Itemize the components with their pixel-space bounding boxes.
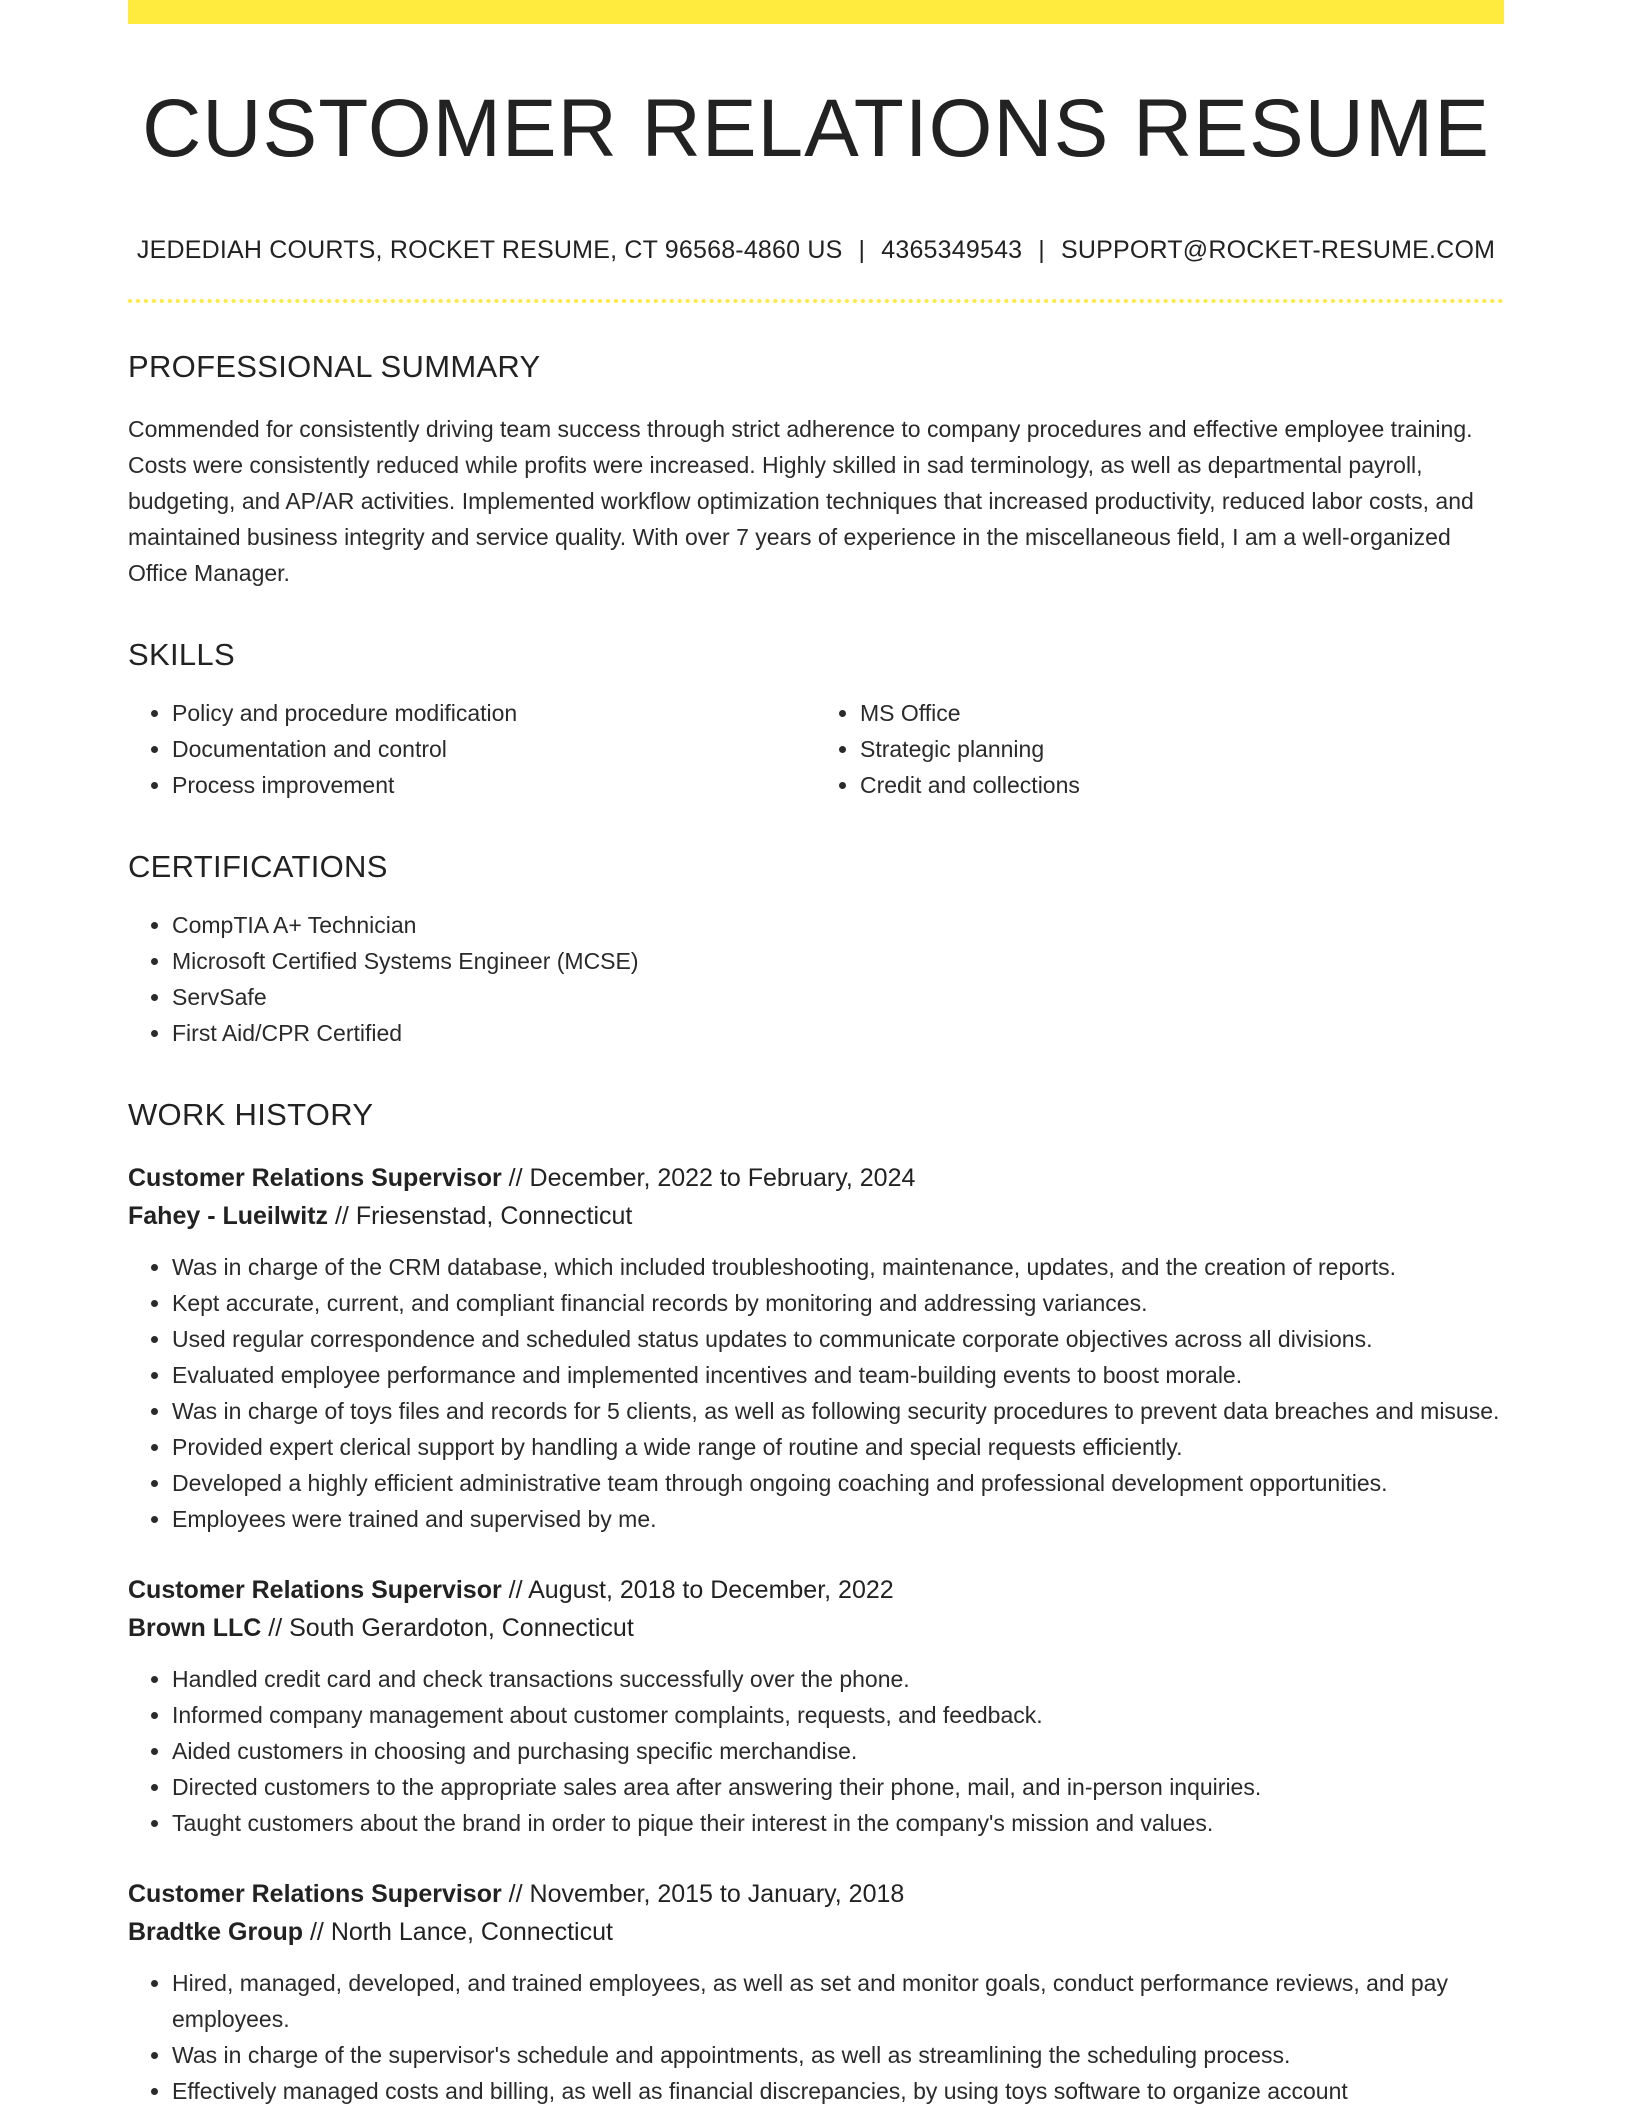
job-bullet: • Kept accurate, current, and compliant financial records by monitoring and addressing variances. [172, 1285, 1504, 1321]
summary-heading: PROFESSIONAL SUMMARY [128, 349, 541, 385]
skill-item: • Credit and collections [860, 767, 1504, 803]
job-bullet: • Evaluated employee performance and implemented incentives and team-building events to boost morale. [172, 1357, 1504, 1393]
skill-item: • MS Office [860, 695, 1504, 731]
job-company: Bradtke Group [128, 1918, 304, 1947]
job-entry [128, 1875, 1504, 2109]
summary-section [128, 349, 1504, 591]
job-title-line [128, 1159, 1504, 1197]
top-accent-bar [128, 0, 1504, 24]
job-role: Customer Relations Supervisor [128, 1880, 502, 1909]
job-role: Customer Relations Supervisor [128, 1164, 502, 1193]
certifications-heading: CERTIFICATIONS [128, 849, 388, 885]
job-bullet: • Informed company management about customer complaints, requests, and feedback. [172, 1697, 1504, 1733]
job-bullet: • Was in charge of the supervisor's schedule and appointments, as well as streamlining the scheduling process. [172, 2037, 1504, 2073]
skills-heading: SKILLS [128, 637, 235, 673]
job-company: Fahey - Lueilwitz [128, 1202, 329, 1231]
contact-line [128, 236, 1504, 265]
job-bullet: • Handled credit card and check transactions successfully over the phone. [172, 1661, 1504, 1697]
certification-item: • Microsoft Certified Systems Engineer (MCSE) [172, 943, 1504, 979]
skill-item: • Strategic planning [860, 731, 1504, 767]
skills-section [128, 637, 1504, 803]
job-company-line [128, 1609, 1504, 1647]
job-bullet: • Employees were trained and supervised by me. [172, 1501, 1504, 1537]
certification-item: • First Aid/CPR Certified [172, 1015, 1504, 1051]
job-location: // North Lance, Connecticut [309, 1918, 613, 1947]
job-title-line [128, 1571, 1504, 1609]
job-dates: // August, 2018 to December, 2022 [508, 1576, 894, 1605]
job-bullet: • Hired, managed, developed, and trained employees, as well as set and monitor goals, conduct performance reviews, and pay employees. [172, 1965, 1504, 2037]
resume-title: CUSTOMER RELATIONS RESUME [142, 83, 1490, 174]
certification-item: • ServSafe [172, 979, 1504, 1015]
job-location: // South Gerardoton, Connecticut [268, 1614, 634, 1643]
contact-separator: | [858, 236, 866, 265]
job-bullet: • Aided customers in choosing and purchasing specific merchandise. [172, 1733, 1504, 1769]
job-role: Customer Relations Supervisor [128, 1576, 502, 1605]
certifications-list [128, 907, 1504, 1051]
job-bullet: • Provided expert clerical support by handling a wide range of routine and special requests efficiently. [172, 1429, 1504, 1465]
job-dates: // December, 2022 to February, 2024 [508, 1164, 916, 1193]
job-dates: // November, 2015 to January, 2018 [508, 1880, 905, 1909]
contact-phone: 4365349543 [881, 236, 1023, 265]
certifications-section [128, 849, 1504, 1051]
skills-list-right [816, 695, 1504, 803]
job-company: Brown LLC [128, 1614, 262, 1643]
job-bullet: • Was in charge of toys files and records for 5 clients, as well as following security procedures to prevent data breaches and misuse. [172, 1393, 1504, 1429]
contact-address: JEDEDIAH COURTS, ROCKET RESUME, CT 96568-4860 US [136, 236, 843, 265]
job-bullets [128, 1661, 1504, 1841]
work-history-section [128, 1097, 1504, 2109]
skill-item: • Policy and procedure modification [172, 695, 816, 731]
job-company-line [128, 1197, 1504, 1235]
skills-grid [128, 695, 1504, 803]
resume-page [128, 0, 1504, 2109]
job-bullets [128, 1965, 1504, 2109]
job-bullet: • Effectively managed costs and billing, as well as financial discrepancies, by using toys software to organize account [172, 2073, 1504, 2109]
skills-list-left [128, 695, 816, 803]
work-history-heading: WORK HISTORY [128, 1097, 374, 1133]
job-bullet: • Was in charge of the CRM database, which included troubleshooting, maintenance, updates, and the creation of reports. [172, 1249, 1504, 1285]
job-entry [128, 1159, 1504, 1537]
skill-item: • Documentation and control [172, 731, 816, 767]
job-bullet: • Taught customers about the brand in order to pique their interest in the company's mission and values. [172, 1805, 1504, 1841]
certification-item: • CompTIA A+ Technician [172, 907, 1504, 943]
summary-text: Commended for consistently driving team success through strict adherence to company procedures and effective employee training. Costs were consistently reduced while profits were increased. Highly skilled in sad terminology, as well as departmental payroll, budgeting, and AP/AR activities. Implemented workflow optimization techniques that increased productivity, reduced labor costs, and maintained business integrity and service quality. With over 7 years of experience in the miscellaneous field, I am a well-organized Office Manager. [128, 416, 1474, 587]
job-bullet: • Directed customers to the appropriate sales area after answering their phone, mail, and in-person inquiries. [172, 1769, 1504, 1805]
job-title-line [128, 1875, 1504, 1913]
job-company-line [128, 1913, 1504, 1951]
job-bullet: • Developed a highly efficient administrative team through ongoing coaching and professional development opportunities. [172, 1465, 1504, 1501]
contact-separator: | [1038, 236, 1045, 265]
job-bullets [128, 1249, 1504, 1537]
dotted-divider [128, 299, 1504, 303]
job-entry [128, 1571, 1504, 1841]
job-bullet: • Used regular correspondence and scheduled status updates to communicate corporate objectives across all divisions. [172, 1321, 1504, 1357]
job-location: // Friesenstad, Connecticut [334, 1202, 633, 1231]
skill-item: • Process improvement [172, 767, 816, 803]
contact-email: SUPPORT@ROCKET-RESUME.COM [1060, 236, 1496, 265]
